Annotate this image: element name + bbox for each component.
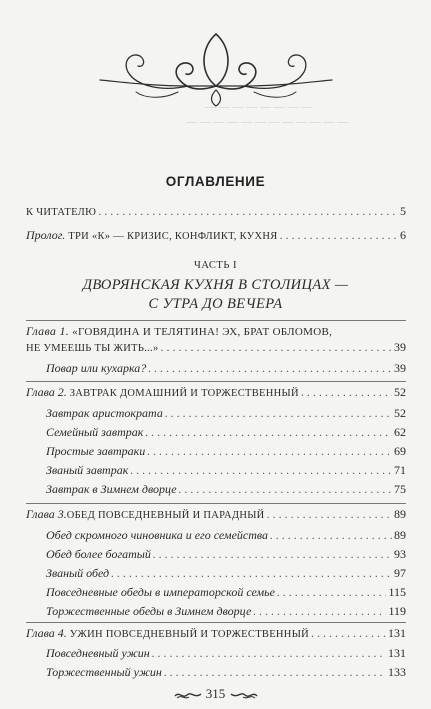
toc-title: ОГЛАВЛЕНИЕ	[165, 174, 266, 189]
section-label: Обед скромного чиновника и его семейства	[46, 528, 269, 542]
chapter-title: «ГОВЯДИНА И ТЕЛЯТИНА! ЭХ, БРАТ ОБЛОМОВ,	[72, 326, 333, 338]
divider	[26, 320, 406, 321]
chapter-title-line2: НЕ УМЕЕШЬ ТЫ ЖИТЬ...»	[26, 343, 159, 354]
section-page: 69	[394, 444, 406, 458]
leader-dots	[147, 444, 392, 459]
leader-dots	[98, 204, 398, 219]
bleed-through-text: — — — — — — — — — — — —	[186, 116, 349, 128]
leader-dots	[111, 566, 392, 581]
section-label: Завтрак аристократа	[46, 406, 163, 420]
toc-entry-page: 89	[394, 507, 406, 521]
section-label: Званый завтрак	[46, 463, 129, 477]
chapter-label	[26, 507, 265, 523]
section-label: Званый обед	[46, 566, 110, 580]
leader-dots	[270, 528, 392, 543]
toc-entry-section[interactable]	[46, 444, 406, 459]
section-page: 93	[394, 547, 406, 561]
section-page: 89	[394, 528, 406, 542]
toc-entry-page: 52	[394, 385, 406, 399]
bleed-through-text: — — — — — — — —	[205, 101, 313, 113]
section-page: 133	[388, 665, 406, 679]
leader-dots	[267, 507, 392, 522]
toc-entry-section[interactable]	[46, 361, 406, 376]
section-label: Торжественные обеды в Зимнем дворце	[46, 604, 252, 618]
toc-entry-chapter-2[interactable]	[26, 385, 406, 401]
divider	[26, 622, 406, 623]
leader-dots	[164, 665, 386, 680]
ornament-flourish	[92, 22, 340, 112]
leader-dots	[130, 463, 392, 478]
toc-entry-label	[26, 228, 278, 244]
footer-swirl-left-icon	[173, 690, 203, 700]
entry-title: ТРИ «К» — КРИЗИС, КОНФЛИКТ, КУХНЯ	[68, 231, 278, 242]
part-title-line2: С УТРА ДО ВЕЧЕРА	[148, 296, 283, 312]
section-page: 75	[394, 482, 406, 496]
leader-dots	[152, 646, 386, 661]
leader-dots	[301, 385, 392, 400]
toc-entry-page: 131	[388, 626, 406, 640]
page-number: 315	[205, 686, 226, 701]
toc-entry-section[interactable]	[46, 604, 406, 619]
section-label: Повседневные обеды в императорской семье	[46, 585, 275, 599]
section-page: 119	[388, 604, 406, 618]
toc-entry-page: 5	[400, 204, 406, 218]
leader-dots	[165, 406, 392, 421]
leader-dots	[179, 482, 392, 497]
leader-dots	[311, 626, 386, 641]
section-page: 115	[388, 585, 406, 599]
chapter-prefix: Глава 4.	[26, 626, 67, 640]
toc-entry-section[interactable]	[46, 547, 406, 562]
section-label: Завтрак в Зимнем дворце	[46, 482, 177, 496]
leader-dots	[161, 340, 392, 355]
section-label: Семейный завтрак	[46, 425, 144, 439]
page-footer	[0, 686, 431, 702]
toc-entry-section[interactable]	[46, 566, 406, 581]
chapter-title: УЖИН ПОВСЕДНЕВНЫЙ И ТОРЖЕСТВЕННЫЙ	[69, 629, 310, 640]
toc-entry-label: К ЧИТАТЕЛЮ	[26, 207, 97, 218]
chapter-prefix: Глава 2.	[26, 385, 67, 399]
part-title-line1: ДВОРЯНСКАЯ КУХНЯ В СТОЛИЦАХ —	[82, 277, 349, 293]
toc-entry-section[interactable]	[46, 585, 406, 600]
section-page: 131	[388, 646, 406, 660]
leader-dots	[148, 361, 392, 376]
part-number: ЧАСТЬ I	[194, 260, 237, 271]
toc-entry-section[interactable]	[46, 463, 406, 478]
footer-swirl-right-icon	[229, 690, 259, 700]
chapter-title: ЗАВТРАК ДОМАШНИЙ И ТОРЖЕСТВЕННЫЙ	[69, 388, 299, 399]
divider	[26, 503, 406, 504]
chapter-prefix: Глава 1.	[26, 324, 70, 338]
section-page: 71	[394, 463, 406, 477]
leader-dots	[277, 585, 386, 600]
toc-entry-page: 6	[400, 228, 406, 242]
toc-entry-section[interactable]	[46, 406, 406, 421]
toc-entry-section[interactable]	[46, 482, 406, 497]
entry-prefix: Пролог.	[26, 228, 66, 242]
toc-entry-chapter-4[interactable]	[26, 626, 406, 642]
toc-entry-prologue[interactable]	[26, 228, 406, 244]
toc-entry-section[interactable]	[46, 665, 406, 680]
leader-dots	[253, 604, 386, 619]
toc-entry-page: 39	[394, 340, 406, 354]
section-page: 52	[394, 406, 406, 420]
toc-entry-section[interactable]	[46, 425, 406, 440]
section-label: Повар или кухарка?	[46, 361, 147, 375]
chapter-label	[26, 626, 309, 642]
chapter-prefix: Глава 3.	[26, 507, 67, 521]
toc-entry-chapter-1[interactable]	[26, 340, 406, 356]
chapter-1-title-line1	[26, 324, 332, 339]
section-page: 39	[394, 361, 406, 375]
chapter-title: ОБЕД ПОВСЕДНЕВНЫЙ И ПАРАДНЫЙ	[66, 510, 265, 521]
chapter-label	[26, 385, 299, 401]
section-label: Простые завтраки	[46, 444, 146, 458]
leader-dots	[280, 228, 398, 243]
section-label: Обед более богатый	[46, 547, 151, 561]
section-label: Торжественный ужин	[46, 665, 162, 679]
toc-entry-section[interactable]	[46, 646, 406, 661]
section-page: 62	[394, 425, 406, 439]
leader-dots	[145, 425, 392, 440]
toc-entry-section[interactable]	[46, 528, 406, 543]
toc-entry-chapter-3[interactable]	[26, 507, 406, 523]
section-page: 97	[394, 566, 406, 580]
divider	[26, 381, 406, 382]
section-label: Повседневный ужин	[46, 646, 150, 660]
leader-dots	[153, 547, 392, 562]
toc-entry-reader[interactable]	[26, 204, 406, 220]
